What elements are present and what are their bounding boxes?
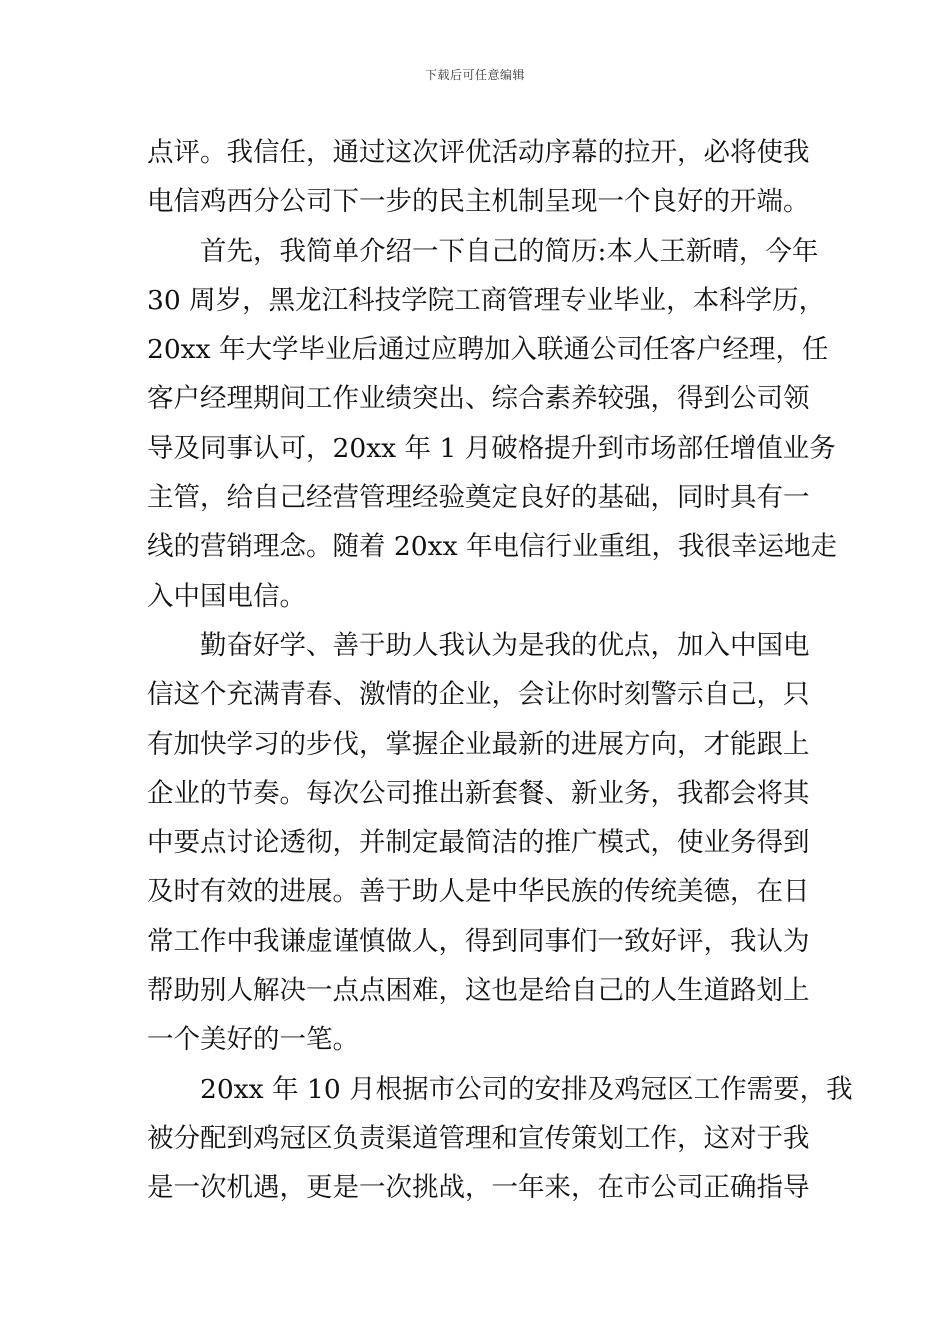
text-line: 一个美好的一笔。: [147, 1024, 359, 1056]
text-line: 中要点讨论透彻，并制定最简洁的推广模式，使业务得到: [147, 827, 810, 859]
text-line: 线的营销理念。随着 20xx 年电信行业重组，我很幸运地走: [147, 531, 837, 563]
text-line: 常工作中我谦虚谨慎做人，得到同事们一致好评，我认为: [147, 925, 810, 957]
text-line: 首先，我简单介绍一下自己的简历:本人王新晴，今年: [147, 235, 819, 267]
text-line: 客户经理期间工作业绩突出、综合素养较强，得到公司领: [147, 383, 810, 415]
text-line: 入中国电信。: [147, 580, 306, 612]
text-line: 被分配到鸡冠区负责渠道管理和宣传策划工作，这对于我: [147, 1122, 810, 1154]
text-line: 电信鸡西分公司下一步的民主机制呈现一个良好的开端。: [147, 186, 810, 218]
text-line: 及时有效的进展。善于助人是中华民族的传统美德，在日: [147, 876, 810, 908]
text-line: 20xx 年 10 月根据市公司的安排及鸡冠区工作需要，我: [147, 1073, 853, 1105]
text-line: 是一次机遇，更是一次挑战，一年来，在市公司正确指导: [147, 1172, 810, 1204]
text-line: 帮助别人解决一点点困难，这也是给自己的人生道路划上: [147, 975, 810, 1007]
text-line: 20xx 年大学毕业后通过应聘加入联通公司任客户经理，任: [147, 334, 829, 366]
document-body: [147, 128, 853, 1213]
text-line: 勤奋好学、善于助人我认为是我的优点，加入中国电: [147, 629, 810, 661]
text-line: 30 周岁，黑龙江科技学院工商管理专业毕业，本科学历，: [147, 284, 826, 316]
text-line: 导及同事认可，20xx 年 1 月破格提升到市场部任增值业务: [147, 432, 836, 464]
text-line: 主管，给自己经营管理经验奠定良好的基础，同时具有一: [147, 482, 810, 514]
text-line: 点评。我信任，通过这次评优活动序幕的拉开，必将使我: [147, 137, 810, 168]
text-line: 信这个充满青春、激情的企业，会让你时刻警示自己，只: [147, 679, 810, 711]
page-header-note: 下载后可任意编辑: [424, 68, 525, 82]
text-line: 企业的节奏。每次公司推出新套餐、新业务，我都会将其: [147, 777, 810, 809]
text-line: 有加快学习的步伐，掌握企业最新的进展方向，才能跟上: [147, 728, 810, 760]
